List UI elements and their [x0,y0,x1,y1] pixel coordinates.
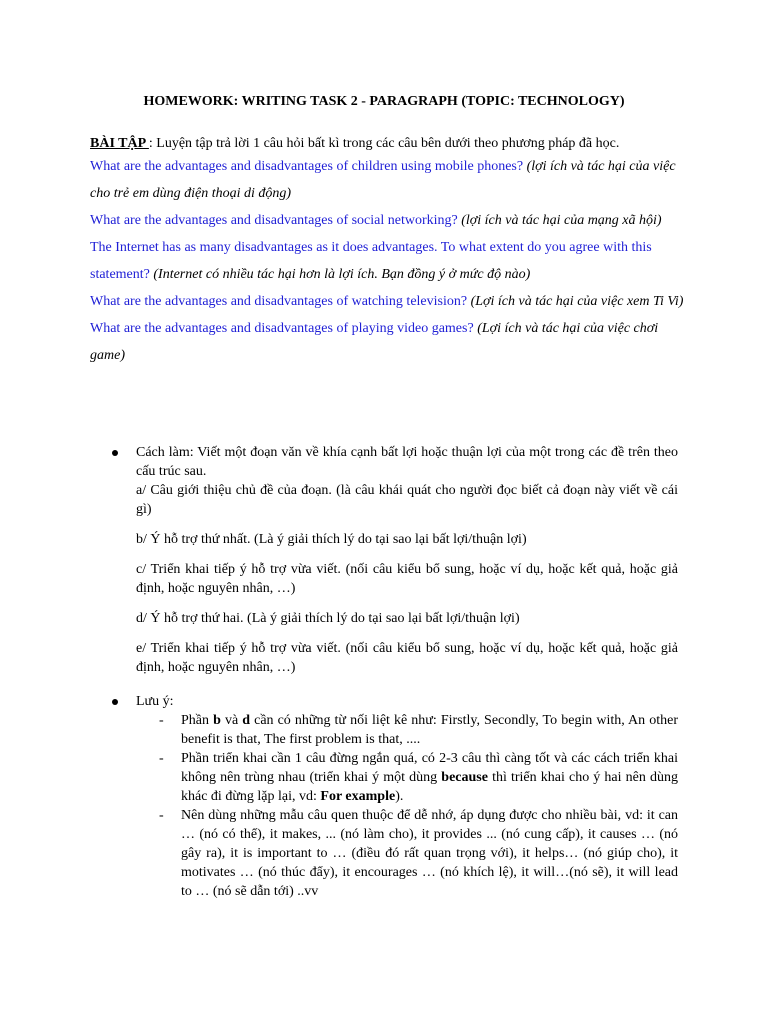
step-c: c/ Triển khai tiếp ý hỗ trợ vừa viết. (nối câu kiểu bổ sung, hoặc ví dụ, hoặc kết quả, hoặc giả định, hoặc nguyên nhân, …) [136,562,678,596]
exercise-intro [90,134,690,153]
note-bold: because [441,770,488,785]
question-item [90,153,690,207]
step-e: e/ Triển khai tiếp ý hỗ trợ vừa viết. (nối câu kiểu bổ sung, hoặc ví dụ, hoặc kết quả, hoặc giả định, hoặc nguyên nhân, …) [136,641,678,675]
method-intro: Cách làm: Viết một đoạn văn về khía cạnh bất lợi hoặc thuận lợi của một trong các đề trên theo cấu trúc sau. [136,445,678,479]
page-title: HOMEWORK: WRITING TASK 2 - PARAGRAPH (TOPIC: TECHNOLOGY) [143,94,625,109]
dash-icon: - [159,713,164,728]
note-text: Phần triển khai cần 1 câu đừng ngắn quá, có 2-3 câu thì càng tốt và các cách triển khai không nên trùng nhau (triển khai ý một dùng [181,751,678,785]
note-text: thì triển khai cho ý hai nên dùng khác đi đừng lặp lại, vd: [181,770,678,804]
note-text: Nên dùng những mẫu câu quen thuộc để dễ nhớ, áp dụng được cho nhiều bài, vd: it can … (nó có thể), it makes, ... (nó làm cho), it provides ... (nó cung cấp), it causes … (nó gây ra), it is important to … (điều đó rất quan trọng với), it helps… (nó giúp cho), it motivates … (nó thúc đẩy), it encourages … (nó khích lệ), it will…(nó sẽ), it will lead to … (nó sẽ dẫn tới) ..vv [181,808,678,899]
note-text: Phần [181,713,214,728]
bullet-dot-icon [112,450,118,456]
question-vietnamese: (lợi ích và tác hại của mạng xã hội) [461,213,662,228]
dash-icon: - [159,751,164,766]
exercise-instruction: : Luyện tập trả lời 1 câu hỏi bất kì trong các câu bên dưới theo phương pháp đã học. [148,136,620,151]
question-vietnamese: (lợi ích và tác hại của việc cho trẻ em dùng điện thoại di động) [90,159,676,201]
step-b: b/ Ý hỗ trợ thứ nhất. (Là ý giải thích lý do tại sao lại bất lợi/thuận lợi) [136,532,527,547]
note-text: ). [395,789,404,804]
note-bold: d [242,713,251,728]
dash-icon: - [159,808,164,823]
question-item [90,207,690,234]
question-english: What are the advantages and disadvantages of watching television? [90,294,468,309]
question-vietnamese: (Internet có nhiều tác hại hơn là lợi ích. Bạn đồng ý ở mức độ nào) [153,267,531,282]
question-item [90,234,690,288]
question-english: What are the advantages and disadvantages of children using mobile phones? [90,159,524,174]
notes-label: Lưu ý: [136,694,174,709]
instructions-list [110,443,678,901]
question-vietnamese: (Lợi ích và tác hại của việc chơi game) [90,321,659,363]
question-english: The Internet has as many disadvantages as it does advantages. To what extent do you agree with this statement? [90,240,652,282]
question-vietnamese: (Lợi ích và tác hại của việc xem Ti Vi) [470,294,684,309]
exercise-section [90,134,690,369]
bullet-dot-icon [112,699,118,705]
note-text: cần có những từ nối liệt kê như: Firstly, Secondly, To begin with, An other benefit is that, The first problem is that, .... [181,713,678,747]
question-english: What are the advantages and disadvantages of social networking? [90,213,458,228]
question-item [90,288,690,315]
question-item [90,315,690,369]
step-a: a/ Câu giới thiệu chủ đề của đoạn. (là câu khái quát cho người đọc biết cả đoạn này viết về cái gì) [136,483,678,517]
notes-bullet [110,692,678,901]
note-item [136,806,678,901]
note-item [136,711,678,749]
note-text: và [220,713,243,728]
note-bold: For example [320,789,396,804]
question-english: What are the advantages and disadvantages of playing video games? [90,321,474,336]
exercise-label: BÀI TẬP [90,136,149,151]
note-item [136,749,678,806]
note-bold: b [213,713,221,728]
method-bullet [110,443,678,677]
step-d: d/ Ý hỗ trợ thứ hai. (Là ý giải thích lý do tại sao lại bất lợi/thuận lợi) [136,611,520,626]
